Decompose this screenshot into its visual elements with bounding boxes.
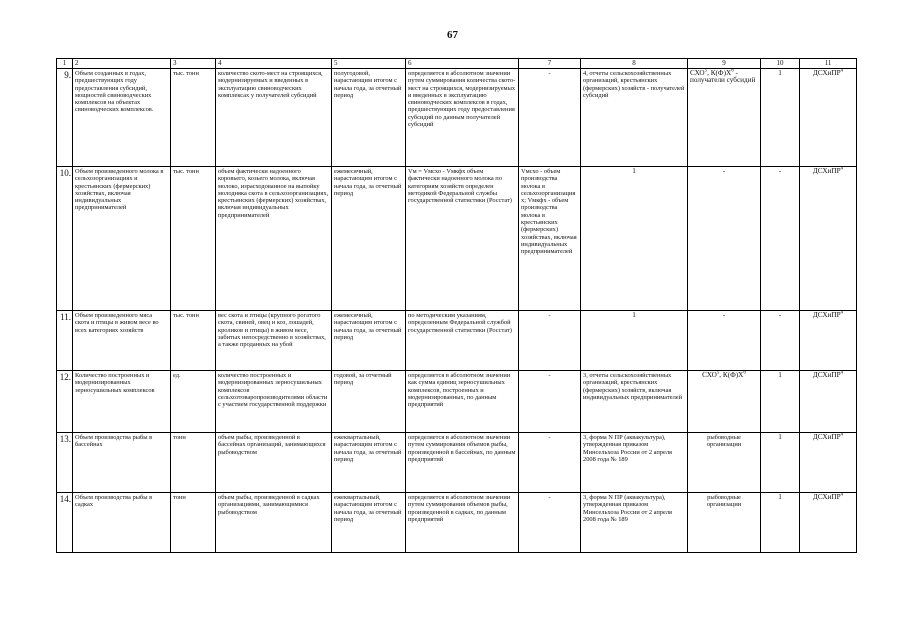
period-cell: ежеквартальный, нарастающим итогом с начала года, за отчетный период xyxy=(332,493,406,553)
header-cell: 6 xyxy=(406,59,519,69)
indicator-name: Объем созданных в годах, предшествующих году предоставления субсидий, мощностей свиноводческих комплексов на объектах свиноводческих комплексов. xyxy=(73,69,171,167)
level-cell: - xyxy=(761,311,800,371)
method-cell: определяется в абсолютном значении путем суммирования объемов рыбы, произведенной в бассейнах, по данным предприятий xyxy=(406,433,519,493)
header-cell: 10 xyxy=(761,59,800,69)
source-cell: 3, отчеты сельскохозяйственных организаций, крестьянских (фермерских) хозяйств, включая индивидуальных предпринимателей xyxy=(581,371,688,433)
responsible-cell: ДСХиПР$^4$ xyxy=(800,69,857,167)
row-number: 13. xyxy=(57,433,73,493)
source-cell: 3, форма N ПР (аквакультура), утвержденная приказом Минсельхоза России от 2 апреля 2008 года № 189 xyxy=(581,433,688,493)
method-cell: по методическим указаниям, определенным Федеральной службой государственной статистики (Росстат) xyxy=(406,311,519,371)
table-row xyxy=(57,167,857,311)
definition-cell: количество ското-мест на строящихся, модернизируемых и введенных в эксплуатацию свиноводческих комплексах у получателей субсидий xyxy=(216,69,332,167)
indicator-name: Объем произведенного молока в сельхозорганизациях и крестьянских (фермерских) хозяйствах, включая индивидуальных предпринимателей xyxy=(73,167,171,311)
responsible-cell: ДСХиПР$^4$ xyxy=(800,167,857,311)
variables-cell: - xyxy=(519,433,581,493)
level-cell: 1 xyxy=(761,433,800,493)
variables-cell: - xyxy=(519,493,581,553)
header-cell: 8 xyxy=(581,59,688,69)
row-number: 9. xyxy=(57,69,73,167)
method-cell: определяется в абсолютном значении как сумма единиц зерносушильных комплексов, построенных и модернизированных, по данным предприятий xyxy=(406,371,519,433)
source-cell: 4, отчеты сельскохозяйственных организаций, крестьянских (фермерских) хозяйств - получателей субсидий xyxy=(581,69,688,167)
unit-cell: тыс. тонн xyxy=(171,167,216,311)
variables-cell: - xyxy=(519,311,581,371)
table-row xyxy=(57,371,857,433)
table-header-row xyxy=(57,59,857,69)
level-cell: 1 xyxy=(761,493,800,553)
table-row xyxy=(57,433,857,493)
header-cell: 4 xyxy=(216,59,332,69)
level-cell: - xyxy=(761,167,800,311)
definition-cell: объем рыбы, произведенной в бассейнах организаций, занимающихся рыбоводством xyxy=(216,433,332,493)
definition-cell: вес скота и птицы (крупного рогатого скота, свиней, овец и коз, лошадей, кроликов и птицы) в живом весе, забитых непосредственно в хозяйствах, а также проданных на убой xyxy=(216,311,332,371)
respondents-cell: рыбоводные организации xyxy=(688,433,761,493)
header-cell: 5 xyxy=(332,59,406,69)
table-row xyxy=(57,311,857,371)
method-cell: Vм = Vмсхо - Vмкфх объем фактически надоенного молока по категориям хозяйств определен методикой Федеральной службы государственной статистики (Росстат) xyxy=(406,167,519,311)
respondents-cell: СХО$^5$, $К(Ф)Х^6$ - получатели субсидий xyxy=(688,69,761,167)
unit-cell: тонн xyxy=(171,433,216,493)
header-cell: 7 xyxy=(519,59,581,69)
indicator-name: Объем производства рыбы в садках xyxy=(73,493,171,553)
respondents-cell: - xyxy=(688,167,761,311)
period-cell: годовой, за отчетный период xyxy=(332,371,406,433)
indicators-table xyxy=(56,58,857,553)
row-number: 11. xyxy=(57,311,73,371)
period-cell: ежемесячный, нарастающим итогом с начала года, за отчетный период xyxy=(332,311,406,371)
page-number: 67 xyxy=(447,29,458,41)
respondents-cell: - xyxy=(688,311,761,371)
responsible-cell: ДСХиПР$^4$ xyxy=(800,371,857,433)
respondents-cell: СХО$^5$, $К(Ф)Х^6$ xyxy=(688,371,761,433)
level-cell: 1 xyxy=(761,69,800,167)
method-cell: определяется в абсолютном значении путем суммирования количества ското-мест на строящихся, модернизируемых и введенных в эксплуатацию свиноводческих комплексов в годах, предшествующих году предоставления субсидий по данным получателей субсидий xyxy=(406,69,519,167)
header-cell: 1 xyxy=(57,59,73,69)
responsible-cell: ДСХиПР$^4$ xyxy=(800,433,857,493)
row-number: 14. xyxy=(57,493,73,553)
level-cell: 1 xyxy=(761,371,800,433)
unit-cell: ед. xyxy=(171,371,216,433)
header-cell: 11 xyxy=(800,59,857,69)
source-cell: 3, форма N ПР (аквакультура), утвержденная приказом Минсельхоза России от 2 апреля 2008 года № 189 xyxy=(581,493,688,553)
source-cell: 1 xyxy=(581,311,688,371)
variables-cell: - xyxy=(519,69,581,167)
unit-cell: тыс. тонн xyxy=(171,69,216,167)
indicator-name: Количество построенных и модернизированных зерносушильных комплексов xyxy=(73,371,171,433)
source-cell: 1 xyxy=(581,167,688,311)
unit-cell: тыс. тонн xyxy=(171,311,216,371)
period-cell: ежемесячный, нарастающим итогом с начала года, за отчетный период xyxy=(332,167,406,311)
table-row xyxy=(57,493,857,553)
variables-cell: Vмсхо - объем производства молока в сельхозорганизациях; Vмкфх - объем производства молока в крестьянских (фермерских) хозяйствах, включая индивидуальных предпринимателей xyxy=(519,167,581,311)
header-cell: 3 xyxy=(171,59,216,69)
responsible-cell: ДСХиПР$^4$ xyxy=(800,493,857,553)
respondents-cell: рыбоводные организации xyxy=(688,493,761,553)
table-row xyxy=(57,69,857,167)
row-number: 12. xyxy=(57,371,73,433)
variables-cell: - xyxy=(519,371,581,433)
definition-cell: объем рыбы, произведенной в садках организациями, занимающимися рыбоводством xyxy=(216,493,332,553)
indicator-name: Объем произведенного мяса скота и птицы в живом весе во всех категориях хозяйств xyxy=(73,311,171,371)
responsible-cell: ДСХиПР$^4$ xyxy=(800,311,857,371)
unit-cell: тонн xyxy=(171,493,216,553)
period-cell: полугодовой, нарастающим итогом с начала года, за отчетный период xyxy=(332,69,406,167)
definition-cell: объем фактически надоенного коровьего, козьего молока, включая молоко, израсходованное на выпойку молодняка скота в сельхозорганизациях, крестьянских (фермерских) хозяйствах, включая индивидуальных предпринимателей xyxy=(216,167,332,311)
header-cell: 2 xyxy=(73,59,171,69)
indicator-name: Объем производства рыбы в бассейнах xyxy=(73,433,171,493)
method-cell: определяется в абсолютном значении путем суммирования объемов рыбы, произведенной в садках, по данным предприятий xyxy=(406,493,519,553)
header-cell: 9 xyxy=(688,59,761,69)
period-cell: ежеквартальный, нарастающим итогом с начала года, за отчетный период xyxy=(332,433,406,493)
row-number: 10. xyxy=(57,167,73,311)
definition-cell: количество построенных и модернизированных зерносушильных комплексов сельхозтоваропроизводителями области с участием государственной поддержки xyxy=(216,371,332,433)
